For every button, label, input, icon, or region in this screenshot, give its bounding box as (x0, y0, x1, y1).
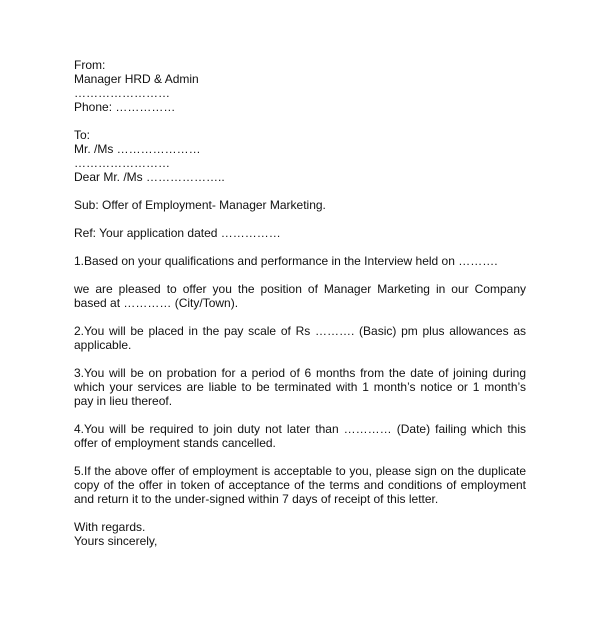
spacer (74, 408, 526, 422)
recipient-blank-line: …………………… (74, 156, 170, 170)
sender-block (74, 58, 526, 114)
paragraph-4: 4.You will be required to join duty not later than ………… (Date) failing which this offer of employment stands cancelled. (74, 422, 526, 450)
to-label: To: (74, 128, 91, 142)
recipient-block (74, 128, 526, 184)
paragraph-5: 5.If the above offer of employment is acceptable to you, please sign on the duplicate copy of the offer in token of acceptance of the terms and conditions of employment and return it to the under-signed within 7 days of receipt of this letter. (74, 464, 526, 506)
spacer (74, 506, 526, 520)
from-label: From: (74, 58, 106, 72)
spacer (74, 310, 526, 324)
subject-line: Sub: Offer of Employment- Manager Marketing. (74, 198, 326, 212)
signoff-line: Yours sincerely, (74, 534, 158, 548)
reference-line: Ref: Your application dated …………… (74, 226, 281, 240)
closing-block (74, 520, 526, 548)
recipient-name: Mr. /Ms ………………… (74, 142, 201, 156)
paragraph-2: 2.You will be placed in the pay scale of Rs ………. (Basic) pm plus allowances as applicable. (74, 324, 526, 352)
sender-name: Manager HRD & Admin (74, 72, 199, 86)
sender-phone: Phone: …………… (74, 100, 176, 114)
sender-blank-line: …………………… (74, 86, 170, 100)
spacer (74, 184, 526, 198)
spacer (74, 450, 526, 464)
spacer (74, 352, 526, 366)
spacer (74, 212, 526, 226)
paragraph-offer: we are pleased to offer you the position of Manager Marketing in our Company based at ………… (City/Town). (74, 282, 526, 310)
paragraph-3: 3.You will be on probation for a period of 6 months from the date of joining during which your services are liable to be terminated with 1 month’s notice or 1 month’s pay in lieu thereof. (74, 366, 526, 408)
salutation: Dear Mr. /Ms ……………….. (74, 170, 225, 184)
regards-line: With regards. (74, 520, 146, 534)
spacer (74, 268, 526, 282)
spacer (74, 114, 526, 128)
offer-letter (74, 58, 526, 548)
paragraph-1: 1.Based on your qualifications and performance in the Interview held on ………. (74, 254, 498, 268)
spacer (74, 240, 526, 254)
